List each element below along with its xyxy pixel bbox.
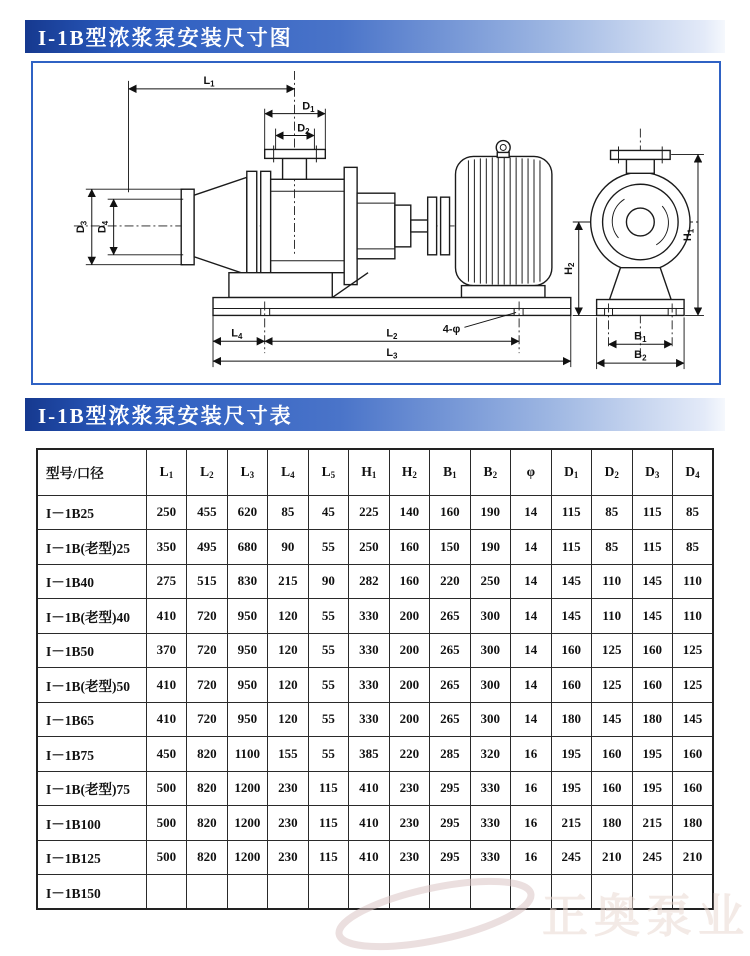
value-cell: 330 (349, 599, 389, 634)
column-header: φ (511, 449, 551, 495)
table-row (37, 806, 713, 841)
value-cell: 160 (551, 668, 591, 703)
table-row (37, 840, 713, 875)
section-title-diagram (25, 20, 725, 53)
dim-label-d3: $D_3$ (74, 220, 89, 234)
value-cell: 330 (470, 806, 510, 841)
value-cell: 195 (632, 771, 672, 806)
value-cell: 145 (632, 599, 672, 634)
value-cell: 115 (551, 495, 591, 530)
value-cell: 950 (227, 702, 267, 737)
value-cell: 140 (389, 495, 429, 530)
value-cell: 385 (349, 737, 389, 772)
side-view (74, 71, 571, 367)
value-cell: 265 (430, 702, 470, 737)
value-cell: 115 (632, 495, 672, 530)
column-header: $L_4$ (268, 449, 308, 495)
value-cell: 55 (308, 668, 348, 703)
value-cell: 14 (511, 495, 551, 530)
value-cell: 330 (470, 840, 510, 875)
value-cell: 245 (551, 840, 591, 875)
value-cell: 145 (551, 599, 591, 634)
value-cell: 120 (268, 702, 308, 737)
value-cell: 230 (268, 771, 308, 806)
value-cell: 230 (268, 840, 308, 875)
dim-label-b2: $B_2$ (634, 349, 647, 363)
value-cell (349, 875, 389, 910)
dim-label-d2: $D_2$ (297, 122, 310, 137)
value-cell: 160 (592, 737, 632, 772)
value-cell: 210 (592, 840, 632, 875)
model-cell: I－1B75 (37, 737, 146, 772)
value-cell: 85 (268, 495, 308, 530)
table-row (37, 633, 713, 668)
value-cell: 300 (470, 633, 510, 668)
value-cell (551, 875, 591, 910)
table-row (37, 668, 713, 703)
value-cell: 295 (430, 806, 470, 841)
value-cell: 160 (551, 633, 591, 668)
value-cell: 125 (592, 633, 632, 668)
column-header: $L_3$ (227, 449, 267, 495)
model-cell: I－1B(老型)50 (37, 668, 146, 703)
value-cell: 500 (146, 840, 186, 875)
column-header: $L_5$ (308, 449, 348, 495)
value-cell: 115 (308, 771, 348, 806)
value-cell: 115 (551, 530, 591, 565)
value-cell: 160 (672, 737, 713, 772)
value-cell: 250 (470, 564, 510, 599)
value-cell: 120 (268, 668, 308, 703)
column-header: $B_2$ (470, 449, 510, 495)
value-cell: 330 (349, 702, 389, 737)
value-cell: 295 (430, 840, 470, 875)
value-cell: 720 (187, 668, 227, 703)
value-cell: 120 (268, 599, 308, 634)
value-cell: 200 (389, 668, 429, 703)
column-header: $D_2$ (592, 449, 632, 495)
value-cell: 195 (551, 737, 591, 772)
dimension-table (36, 448, 714, 910)
value-cell: 160 (389, 564, 429, 599)
model-cell: I－1B(老型)40 (37, 599, 146, 634)
value-cell: 155 (268, 737, 308, 772)
value-cell: 150 (430, 530, 470, 565)
value-cell: 1200 (227, 771, 267, 806)
value-cell: 210 (672, 840, 713, 875)
column-header: $B_1$ (430, 449, 470, 495)
value-cell: 1200 (227, 840, 267, 875)
table-row (37, 495, 713, 530)
value-cell: 55 (308, 633, 348, 668)
value-cell: 230 (268, 806, 308, 841)
value-cell: 265 (430, 599, 470, 634)
value-cell: 265 (430, 633, 470, 668)
value-cell: 620 (227, 495, 267, 530)
column-header: $H_2$ (389, 449, 429, 495)
value-cell: 16 (511, 806, 551, 841)
value-cell: 230 (389, 840, 429, 875)
column-header: $D_1$ (551, 449, 591, 495)
value-cell (672, 875, 713, 910)
value-cell: 282 (349, 564, 389, 599)
dim-label-d1: $D_1$ (302, 100, 315, 115)
value-cell: 14 (511, 702, 551, 737)
value-cell: 180 (672, 806, 713, 841)
value-cell: 190 (470, 495, 510, 530)
value-cell: 160 (592, 771, 632, 806)
table-row (37, 737, 713, 772)
end-view (563, 129, 704, 369)
value-cell: 16 (511, 840, 551, 875)
value-cell: 245 (632, 840, 672, 875)
value-cell: 14 (511, 599, 551, 634)
value-cell: 55 (308, 599, 348, 634)
model-cell: I－1B125 (37, 840, 146, 875)
value-cell: 820 (187, 806, 227, 841)
value-cell: 220 (430, 564, 470, 599)
value-cell: 330 (349, 633, 389, 668)
dim-label-bolt-holes: 4-φ (442, 323, 461, 336)
value-cell: 500 (146, 806, 186, 841)
value-cell: 1200 (227, 806, 267, 841)
value-cell: 230 (389, 806, 429, 841)
value-cell: 145 (632, 564, 672, 599)
value-cell: 330 (470, 771, 510, 806)
section-title-diagram-text: I-1B型浓浆泵安装尺寸图 (38, 25, 293, 50)
table-body (37, 495, 713, 909)
value-cell: 200 (389, 702, 429, 737)
value-cell: 110 (592, 599, 632, 634)
value-cell: 950 (227, 599, 267, 634)
value-cell: 410 (349, 840, 389, 875)
value-cell: 410 (349, 771, 389, 806)
value-cell: 145 (592, 702, 632, 737)
value-cell: 160 (430, 495, 470, 530)
value-cell: 275 (146, 564, 186, 599)
value-cell: 230 (389, 771, 429, 806)
value-cell: 145 (551, 564, 591, 599)
value-cell: 720 (187, 633, 227, 668)
value-cell: 125 (672, 633, 713, 668)
value-cell: 14 (511, 564, 551, 599)
column-header-model: 型号/口径 (37, 449, 146, 495)
value-cell: 410 (146, 702, 186, 737)
value-cell: 110 (672, 599, 713, 634)
value-cell: 14 (511, 633, 551, 668)
table-row (37, 564, 713, 599)
dim-label-l4: $L_4$ (231, 327, 243, 341)
value-cell: 820 (187, 737, 227, 772)
value-cell: 720 (187, 702, 227, 737)
value-cell: 495 (187, 530, 227, 565)
value-cell (268, 875, 308, 910)
table-wrap (36, 448, 714, 910)
column-header: $D_4$ (672, 449, 713, 495)
value-cell: 90 (308, 564, 348, 599)
table-row (37, 599, 713, 634)
table-row (37, 702, 713, 737)
value-cell: 14 (511, 530, 551, 565)
value-cell (227, 875, 267, 910)
value-cell: 45 (308, 495, 348, 530)
model-cell: I－1B100 (37, 806, 146, 841)
value-cell: 125 (592, 668, 632, 703)
model-cell: I－1B65 (37, 702, 146, 737)
value-cell: 820 (187, 840, 227, 875)
column-header: $L_2$ (187, 449, 227, 495)
value-cell: 180 (551, 702, 591, 737)
value-cell: 215 (268, 564, 308, 599)
table-row (37, 530, 713, 565)
value-cell: 410 (146, 599, 186, 634)
value-cell: 160 (672, 771, 713, 806)
value-cell: 16 (511, 771, 551, 806)
value-cell: 16 (511, 737, 551, 772)
value-cell: 300 (470, 599, 510, 634)
value-cell (592, 875, 632, 910)
dim-label-d4: $D_4$ (96, 220, 111, 234)
value-cell: 410 (349, 806, 389, 841)
model-cell: I－1B(老型)75 (37, 771, 146, 806)
value-cell (146, 875, 186, 910)
model-cell: I－1B50 (37, 633, 146, 668)
value-cell: 300 (470, 668, 510, 703)
value-cell: 250 (349, 530, 389, 565)
value-cell: 720 (187, 599, 227, 634)
value-cell: 14 (511, 668, 551, 703)
value-cell: 320 (470, 737, 510, 772)
value-cell: 160 (632, 633, 672, 668)
dim-label-b1: $B_1$ (634, 330, 647, 344)
value-cell: 330 (349, 668, 389, 703)
table-row (37, 771, 713, 806)
value-cell: 225 (349, 495, 389, 530)
value-cell: 125 (672, 668, 713, 703)
value-cell: 350 (146, 530, 186, 565)
model-cell: I－1B40 (37, 564, 146, 599)
value-cell: 200 (389, 633, 429, 668)
pump-drawing (33, 63, 719, 383)
table-row (37, 875, 713, 910)
dim-label-h1: $H_1$ (682, 228, 696, 242)
value-cell: 55 (308, 530, 348, 565)
value-cell: 180 (632, 702, 672, 737)
model-cell: I－1B25 (37, 495, 146, 530)
value-cell: 250 (146, 495, 186, 530)
column-header: $H_1$ (349, 449, 389, 495)
dim-label-h2: $H_2$ (562, 262, 577, 275)
value-cell: 85 (672, 495, 713, 530)
value-cell: 190 (470, 530, 510, 565)
value-cell (187, 875, 227, 910)
model-cell: I－1B150 (37, 875, 146, 910)
value-cell: 950 (227, 633, 267, 668)
value-cell: 90 (268, 530, 308, 565)
model-cell: I－1B(老型)25 (37, 530, 146, 565)
value-cell: 1100 (227, 737, 267, 772)
section-title-table-text: I-1B型浓浆泵安装尺寸表 (38, 403, 293, 428)
value-cell: 370 (146, 633, 186, 668)
dim-label-l2: $L_2$ (386, 327, 398, 341)
value-cell: 160 (389, 530, 429, 565)
value-cell: 200 (389, 599, 429, 634)
column-header: $D_3$ (632, 449, 672, 495)
value-cell: 115 (632, 530, 672, 565)
value-cell (430, 875, 470, 910)
value-cell: 950 (227, 668, 267, 703)
value-cell: 160 (632, 668, 672, 703)
dim-label-l1: $L_1$ (203, 74, 215, 89)
value-cell: 180 (592, 806, 632, 841)
value-cell: 820 (187, 771, 227, 806)
value-cell: 450 (146, 737, 186, 772)
value-cell: 215 (551, 806, 591, 841)
value-cell (470, 875, 510, 910)
diagram-panel (31, 61, 721, 385)
value-cell: 115 (308, 806, 348, 841)
value-cell: 410 (146, 668, 186, 703)
watermark-text: 正奥泵业 (542, 891, 750, 942)
value-cell: 55 (308, 702, 348, 737)
column-header: $L_1$ (146, 449, 186, 495)
value-cell: 85 (592, 495, 632, 530)
value-cell: 300 (470, 702, 510, 737)
value-cell: 830 (227, 564, 267, 599)
value-cell: 195 (551, 771, 591, 806)
value-cell: 120 (268, 633, 308, 668)
section-title-table (25, 398, 725, 431)
table-header (37, 449, 713, 495)
value-cell (632, 875, 672, 910)
value-cell: 195 (632, 737, 672, 772)
value-cell (511, 875, 551, 910)
value-cell: 85 (592, 530, 632, 565)
value-cell: 285 (430, 737, 470, 772)
value-cell: 295 (430, 771, 470, 806)
value-cell: 55 (308, 737, 348, 772)
value-cell (308, 875, 348, 910)
value-cell: 110 (592, 564, 632, 599)
value-cell (389, 875, 429, 910)
value-cell: 680 (227, 530, 267, 565)
value-cell: 220 (389, 737, 429, 772)
value-cell: 145 (672, 702, 713, 737)
dim-label-l3: $L_3$ (386, 347, 398, 361)
value-cell: 455 (187, 495, 227, 530)
value-cell: 85 (672, 530, 713, 565)
value-cell: 500 (146, 771, 186, 806)
value-cell: 215 (632, 806, 672, 841)
value-cell: 265 (430, 668, 470, 703)
value-cell: 515 (187, 564, 227, 599)
value-cell: 115 (308, 840, 348, 875)
value-cell: 110 (672, 564, 713, 599)
